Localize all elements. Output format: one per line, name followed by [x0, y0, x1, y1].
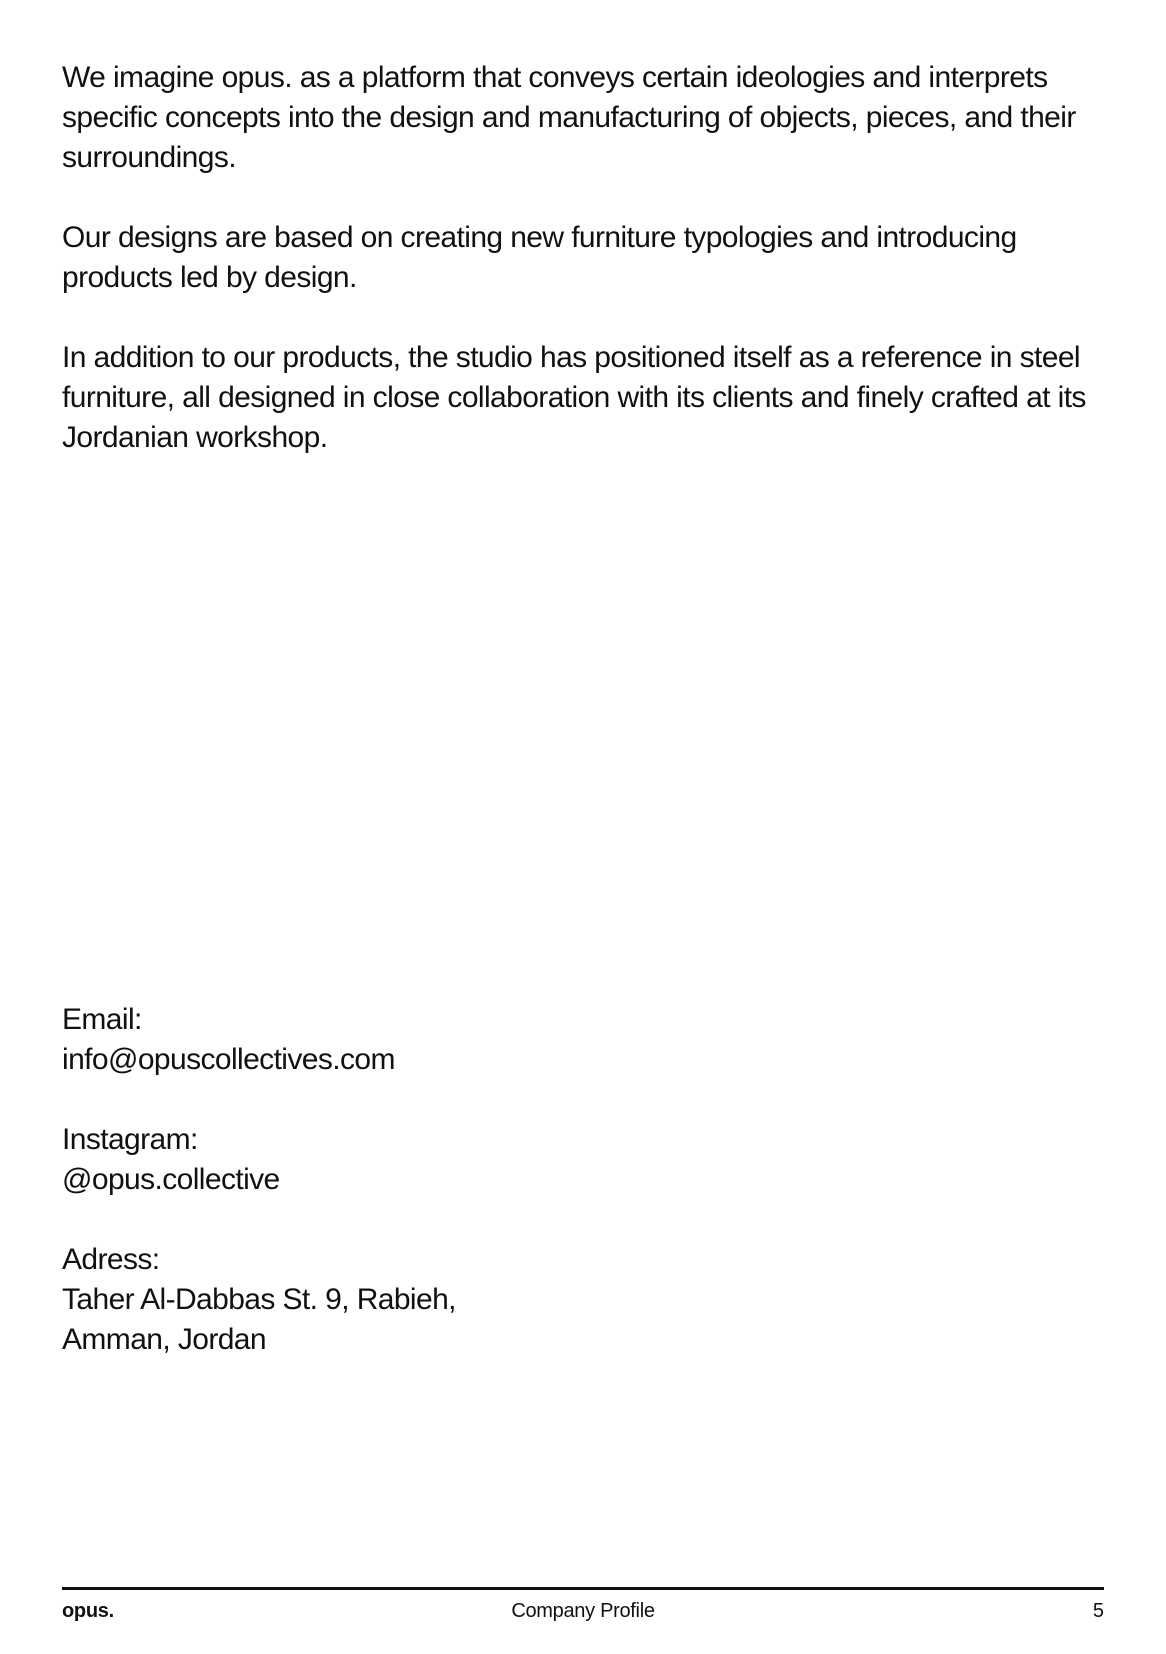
intro-paragraph-3: In addition to our products, the studio has positioned itself as a reference in steel furniture, all designed in close collaboration with its clients and finely crafted at its Jordanian workshop.	[62, 341, 1086, 454]
email-label: Email:	[62, 1003, 142, 1036]
address-line-1: Taher Al-Dabbas St. 9, Rabieh,	[62, 1283, 456, 1316]
address-label: Adress:	[62, 1243, 160, 1276]
address-block	[62, 1240, 862, 1360]
intro-paragraph-1: We imagine opus. as a platform that conveys certain ideologies and interprets specific concepts into the design and manufacturing of objects, pieces, and their surroundings.	[62, 61, 1076, 174]
address-line-2: Amman, Jordan	[62, 1323, 266, 1356]
email-block	[62, 1000, 862, 1080]
email-value: info@opuscollectives.com	[62, 1043, 395, 1076]
contact-section	[62, 1000, 862, 1400]
page-footer	[62, 1596, 1104, 1626]
footer-divider	[62, 1587, 1104, 1590]
footer-brand: opus.	[62, 1600, 114, 1622]
instagram-block	[62, 1120, 862, 1200]
footer-document-title: Company Profile	[511, 1600, 655, 1622]
intro-paragraph-2: Our designs are based on creating new furniture typologies and introducing products led by design.	[62, 221, 1017, 294]
page-number: 5	[1092, 1600, 1104, 1622]
instagram-value: @opus.collective	[62, 1163, 280, 1196]
instagram-label: Instagram:	[62, 1123, 198, 1156]
intro-section	[62, 58, 1122, 498]
